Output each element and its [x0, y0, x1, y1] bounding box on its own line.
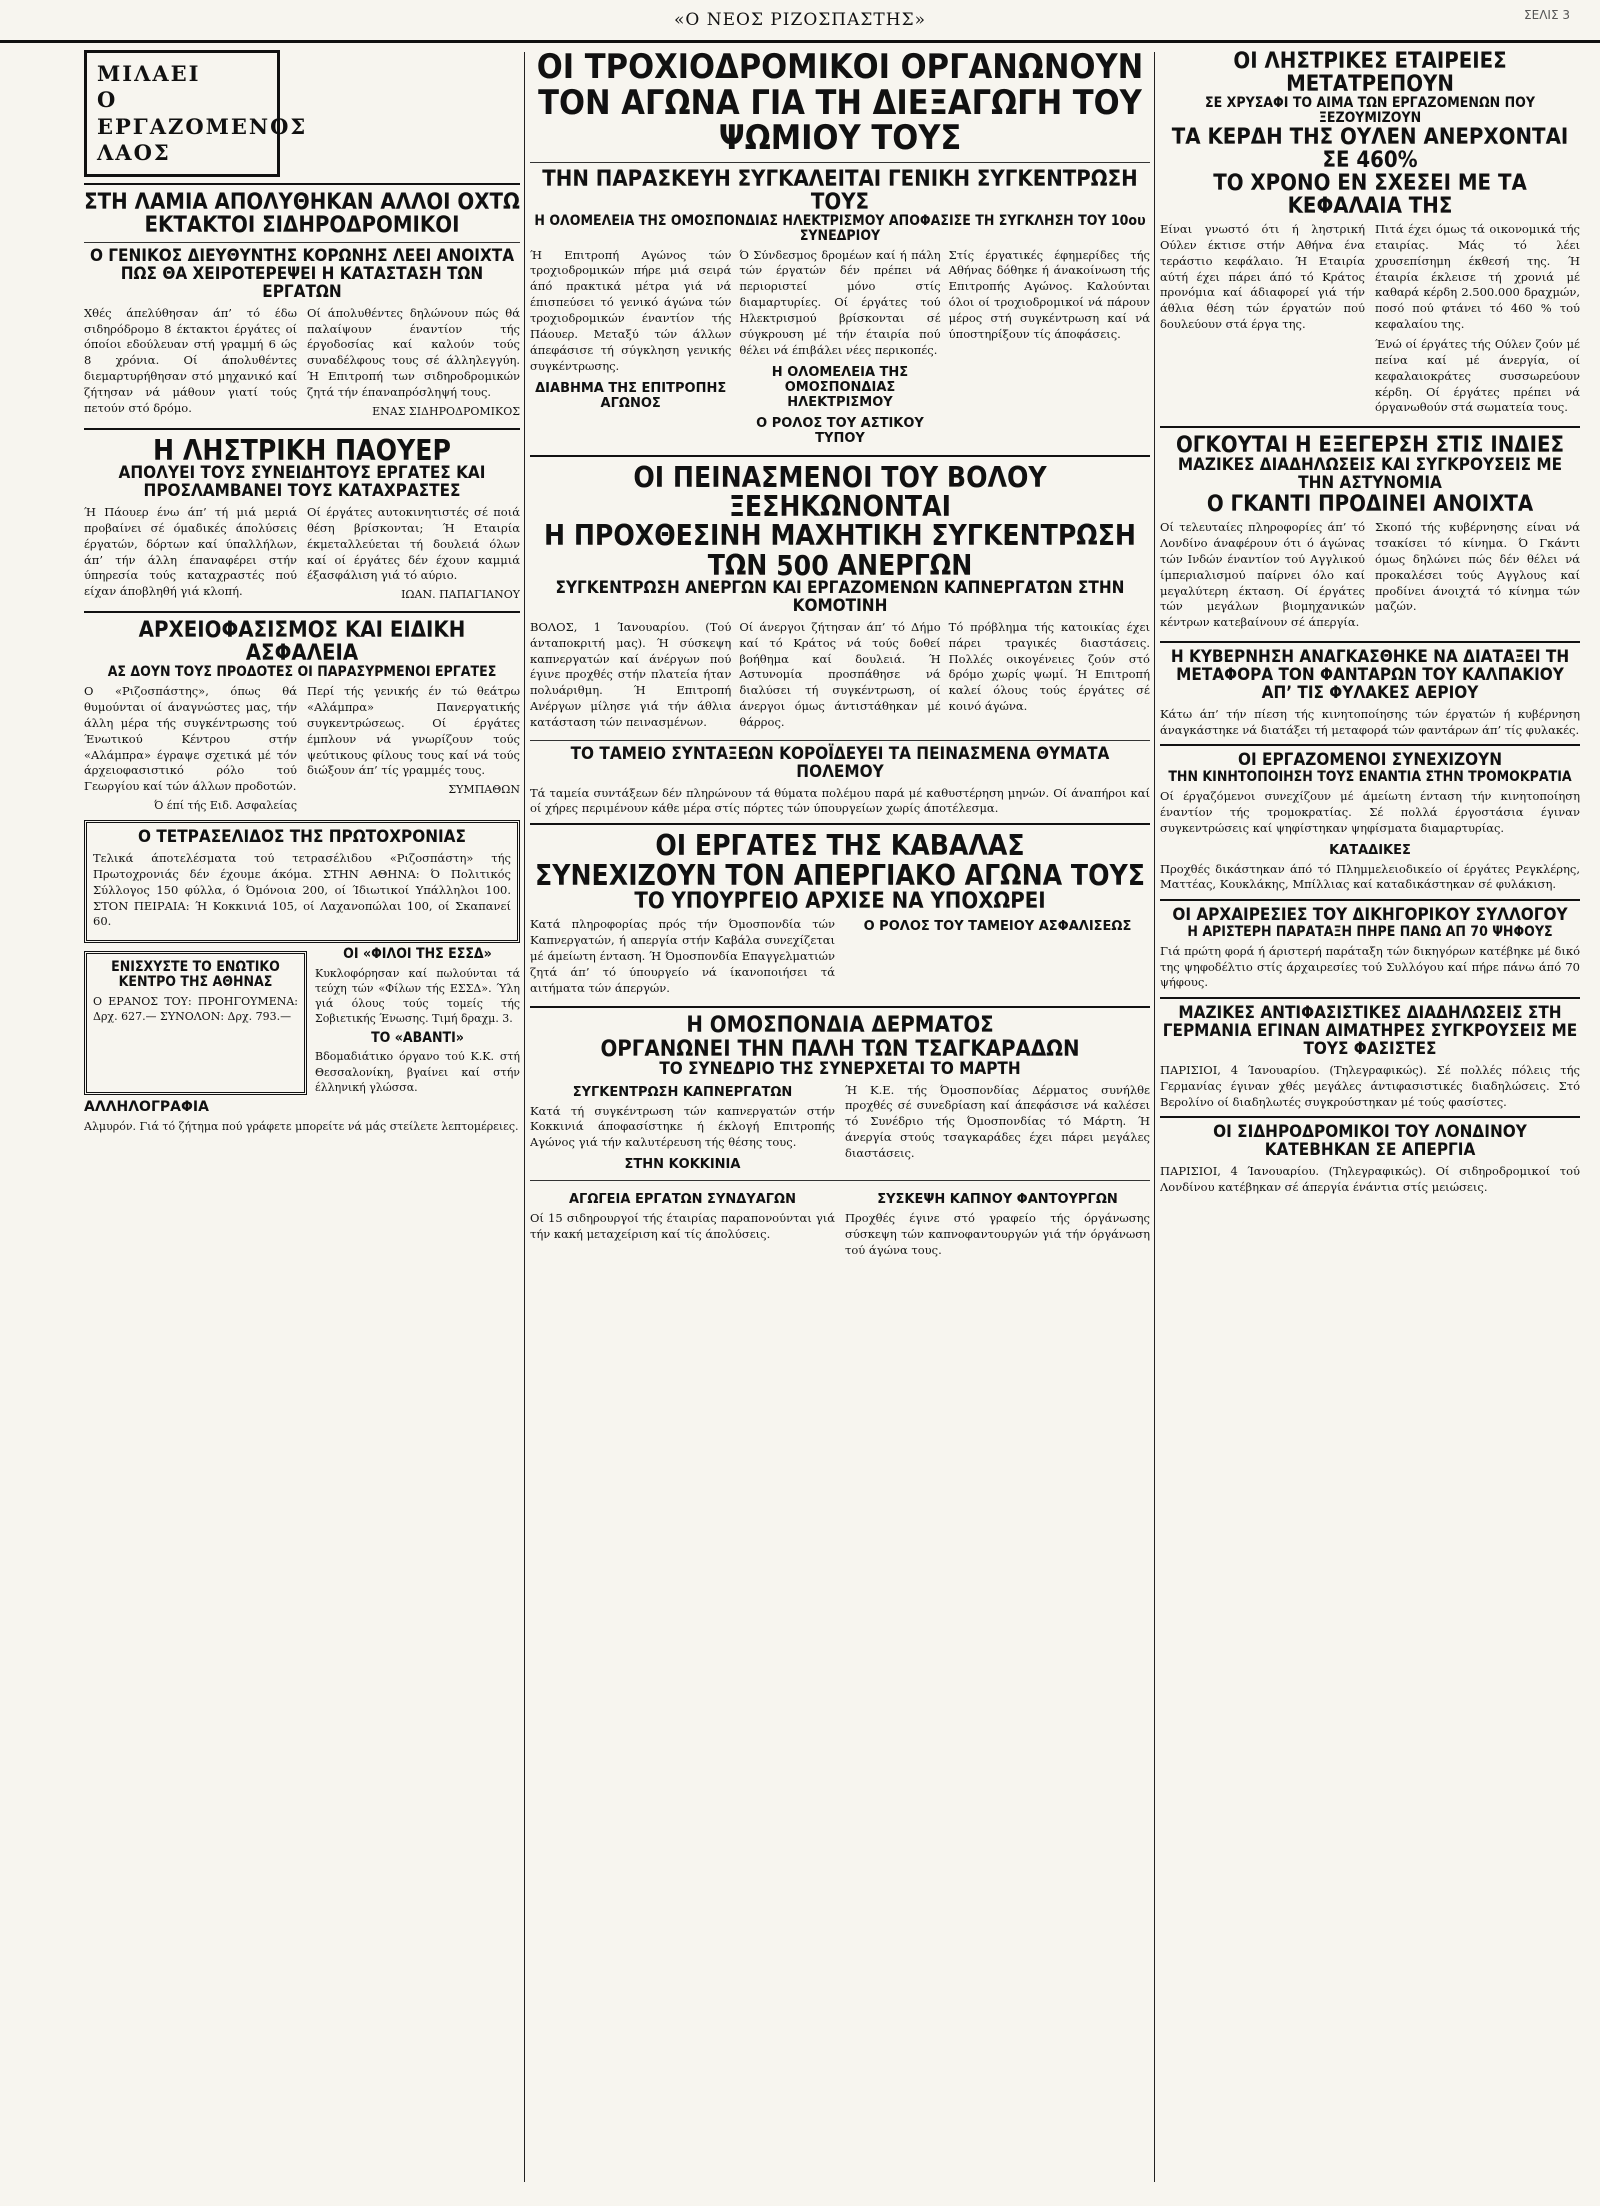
- mazikes-body: ΠΑΡΙΣΙΟΙ, 4 Ίανουαρίου. (Τηλεγραφικώς). Σέ πολλές πόλεις τής Γερμανίας έγιναν χθές μεγάλες άντιφασιστικές διαδηλώσεις. Στό Βερολίνο οί διαδηλωτές συγκρούστηκαν μέ τούς φασίστες.: [1160, 1062, 1580, 1109]
- archeo-body-a: Ο «Ριζοσπάστης», όπως θά θυμούνται οί άναγνώστες μας, τήν άλλη μέρα τής συγκέντρωσης τού Ένωτικού Κέντρου στήν «Αλάμπρα» έγραψε σχετικά μέ τόν άρχειοφασιστικό ρόλο τού Γεωργίου καί τών άλλων προδοτών.: [84, 684, 297, 794]
- rail-headline-1: ΟΙ ΤΡΟΧΙΟΔΡΟΜΙΚΟΙ ΟΡΓΑΝΩΝΟΥΝ: [536, 50, 1144, 87]
- ergazomenoi-subheadline: ΤΗΝ ΚΙΝΗΤΟΠΟΙΗΣΗ ΤΟΥΣ ΕΝΑΝΤΙΑ ΣΤΗΝ ΤΡΟΜΟΚΡΑΤΙΑ: [1168, 769, 1572, 786]
- talk-box-line-1: ΜΙΛΑΕΙ: [97, 61, 201, 86]
- kapnergaton-body: Κατά τή συγκέντρωση τών καπνεργατών στήν Κοκκινιά άποφασίστηκε ή έκλογή Επιτροπής Αγώνος γιά τήν καλυτέρευση τής θέσης τους.: [530, 1103, 835, 1150]
- column-rule-1: [524, 52, 525, 2182]
- masthead: [0, 0, 1600, 43]
- lamia-subheadline: Ο ΓΕΝΙΚΟΣ ΔΙΕΥΘΥΝΤΗΣ ΚΟΡΩΝΗΣ ΛΕΕΙ ΑΝΟΙΧΤΑ ΠΩΣ ΘΑ ΧΕΙΡΟΤΕΡΕΨΕΙ Η ΚΑΤΑΣΤΑΣΗ ΤΩΝ ΕΡΓΑΤΩΝ: [89, 246, 515, 302]
- lestr-body-c: Ένώ οί έργάτες τής Ούλεν ζούν μέ πείνα καί μέ άνεργία, οί κεφαλαιοκράτες συσσωρεύουν κέρδη. Οί έργάτες πρέπει νά όργανωθούν στά σωματεία τους.: [1375, 336, 1580, 415]
- london-body: ΠΑΡΙΣΙΟΙ, 4 Ίανουαρίου. (Τηλεγραφικώς). Οί σιδηροδρομικοί τού Λονδίνου κατέβηκαν σέ άπεργία ένάντια στίς μειώσεις.: [1160, 1164, 1580, 1194]
- filoi-body: Κυκλοφόρησαν καί πωλούνται τά τεύχη τών «Φίλων τής ΕΣΣΔ». Ύλη γιά όλους τούς τομείς τής Σοβιετικής Ένωσης. Τιμή δραχμ. 3.: [315, 966, 520, 1026]
- tameio-asfaliseos-heading: Ο ΡΟΛΟΣ ΤΟΥ ΤΑΜΕΙΟΥ ΑΣΦΑΛΙΣΕΩΣ: [863, 919, 1132, 935]
- syndyok-heading: ΑΓΩΓΕΙΑ ΕΡΓΑΤΩΝ ΣΥΝΔΥΑΓΩΝ: [569, 1192, 796, 1208]
- syndyok-body: Οί 15 σιδηρουργοί τής έταιρίας παραπονούνται γιά τήν κακή μεταχείριση καί τίς άπολύσεις.: [530, 1211, 835, 1241]
- lestr-headline-4: ΤΟ ΧΡΟΝΟ ΕΝ ΣΧΕΣΕΙ ΜΕ ΤΑ ΚΕΦΑΛΑΙΑ ΤΗΣ: [1213, 170, 1527, 219]
- kokkinia-heading: ΣΤΗΝ ΚΟΚΚΙΝΙΑ: [624, 1157, 741, 1173]
- india-headline: ΟΓΚΟΥΤΑΙ Η ΕΞΕΓΕΡΣΗ ΣΤΙΣ ΙΝΔΙΕΣ: [1175, 433, 1565, 459]
- lestr-headline-2: ΣΕ ΧΡΥΣΑΦΙ ΤΟ ΑΙΜΑ ΤΩΝ ΕΡΓΑΖΟΜΕΝΩΝ ΠΟΥ ΞΕΖΟΥΜΙΖΟΥΝ: [1205, 95, 1535, 126]
- kavala-headline-2: ΣΥΝΕΧΙΖΟΥΝ ΤΟΝ ΑΠΕΡΓΙΑΚΟ ΑΓΩΝΑ ΤΟΥΣ: [535, 858, 1145, 892]
- volos-body-c: Τό πρόβλημα τής κατοικίας έχει πάρει τραγικές διαστάσεις. Πολλές οικογένειες ζούν στό δρόμο χωρίς ψωμί. Ή Επιτροπή καλεί όλους τούς έργάτες σέ κοινό άγώνα.: [948, 619, 1150, 714]
- enotiko-title: ΕΝΙΣΧΥΣΤΕ ΤΟ ΕΝΩΤΙΚΟ ΚΕΝΤΡΟ ΤΗΣ ΑΘΗΝΑΣ: [111, 959, 280, 990]
- lestr-body-a: Είναι γνωστό ότι ή ληστρική Ούλεν έκτισε στήν Αθήνα ένα τεράστιο κεφάλαιο. Ή Εταιρία αύτή έχει πάρει άπό τό Κράτος προνόμια καί άδιαφορεί γιά τήν άθλια θέση τών έργατών πού δουλεύουν στά έργα της.: [1160, 221, 1365, 332]
- tetraselidos-body: Τελικά άποτελέσματα τού τετρασέλιδου «Ριζοσπάστη» τής Πρωτοχρονιάς δέν έχουμε άκόμα. ΣΤΗΝ ΑΘΗΝΑ: Ό Πολιτικός Σύλλογος 150 φύλλα, ό Όμόνοια 200, οί Ίδιωτικοί Υπάλληλοι 100. ΣΤΟΝ ΠΕΙΡΑΙΑ: Ή Κοκκινιά 105, οί Λαχανοπώλαι 100, οί Σκαπανεί 60.: [93, 850, 511, 929]
- rail-body-b: Ό Σύνδεσμος δρομέων καί ή πάλη τών έργατών δέν πρέπει νά περιοριστεί μόνο στίς διαμαρτυρίες. Οί έργάτες τού Ηλεκτρισμού βρίσκονται σέ σύγκρουση μέ τήν έταιρία πού θέλει νά έπιβάλει νέες περικοπές.: [739, 247, 941, 357]
- lestr-headline-1: ΟΙ ΛΗΣΤΡΙΚΕΣ ΕΤΑΙΡΕΙΕΣ ΜΕΤΑΤΡΕΠΟΥΝ: [1233, 50, 1507, 98]
- kavala-body: Κατά πληροφορίας πρός τήν Όμοσπονδία τών Καπνεργατών, ή απεργία στήν Καβάλα συνεχίζεται μέ άμείωτη ένταση. Ή Όμοσπονδία Επαγγελματιών ζητά άπ’ τό ύπουργείο νά ίκανοποιήσει τά αιτήματα τών άπεργών.: [530, 917, 835, 995]
- india-body-a: Οί τελευταίες πληροφορίες άπ’ τό Λονδίνο άναφέρουν ότι ό άγώνας τών Ινδών έναντίον τού Αγγλικού ίμπεριαλισμού παίρνει όλο καί μεγαλύτερη έκταση. Οί έργάτες τών μεγάλων βιομηχανικών κέντρων κατεβαίνουν σέ άπεργία.: [1160, 520, 1365, 630]
- fantourgon-body: Προχθές έγινε στό γραφείο τής όργάνωσης σύσκεψη τών καπνοφαντουργών γιά τήν όργάνωση τού άγώνα τους.: [845, 1211, 1150, 1257]
- lamia-body-a: Χθές άπελύθησαν άπ’ τό έδω σιδηρόδρομο 8 έκτακτοι έργάτες οί όποίοι εδούλευαν στή γραμμή 6 ώς 8 χρόνια. Οί άπολυθέντες διεμαρτυρήθησαν στό μηχανικό καί ζήτησαν νά μάθουν γιατί τούς πετούν στό δρόμο.: [84, 305, 297, 415]
- archeo-signature-b: ΣΥΜΠΑΘΩΝ: [448, 783, 520, 797]
- derm-headline-1: Η ΟΜΟΣΠΟΝΔΙΑ ΔΕΡΜΑΤΟΣ: [686, 1013, 994, 1039]
- katadikes-body: Προχθές δικάστηκαν άπό τό Πλημμελειοδικείο οί έργάτες Ρεγκλέρης, Ματτέας, Κουκλάκης, Μπίλλιας καί καταδικάστηκαν σέ φυλάκιση.: [1160, 861, 1580, 892]
- derm-subheadline: ΤΟ ΣΥΝΕΔΡΙΟ ΤΗΣ ΣΥΝΕΡΧΕΤΑΙ ΤΟ ΜΑΡΤΗ: [659, 1058, 1021, 1079]
- correspondence-title: ΑΛΛΗΛΟΓΡΑΦΙΑ: [84, 1098, 209, 1115]
- column-center: [530, 50, 1150, 2190]
- lamia-signature: ΕΝΑΣ ΣΙΔΗΡΟΔΡΟΜΙΚΟΣ: [372, 404, 520, 418]
- archeo-body-b: Περί τής γενικής έν τώ θεάτρω «Αλάμπρα» Πανεργατικής συγκεντρώσεως. Οί έργάτες έμπλουν νά γνωρίζουν τούς ψεύτικους φίλους τους καί νά τούς διώξουν άπ’ τίς γραμμές τους.: [307, 684, 520, 778]
- diavima-heading: ΔΙΑΒΗΜΑ ΤΗΣ ΕΠΙΤΡΟΠΗΣ ΑΓΩΝΟΣ: [535, 380, 727, 411]
- kyvernisi-body: Κάτω άπ’ τήν πίεση τής κινητοποίησης τών έργατών ή κυβέρνηση άναγκάστηκε νά διατάξει τή μεταφορά τών φαντάρων άπ’ τίς φυλακές.: [1160, 706, 1580, 737]
- power-body-b: Οί έργάτες αυτοκινητιστές σέ ποιά θέση βρίσκονται; Ή Εταιρία έκμεταλλεύεται τή δουλειά όλων καί οί έργάτες δέν έχουν καμμιά έξασφάλιση γιά τό αύριο.: [307, 504, 520, 583]
- kavala-subheadline: ΤΟ ΥΠΟΥΡΓΕΙΟ ΑΡΧΙΣΕ ΝΑ ΥΠΟΧΩΡΕΙ: [634, 889, 1046, 915]
- kyvernisi-headline: Η ΚΥΒΕΡΝΗΣΗ ΑΝΑΓΚΑΣΘΗΚΕ ΝΑ ΔΙΑΤΑΞΕΙ ΤΗ ΜΕΤΑΦΟΡΑ ΤΟΝ ΦΑΝΤΑΡΩΝ ΤΟΥ ΚΑΛΠΑΚΙΟΥ ΑΠ’ ΤΙΣ ΦΥΛΑΚΕΣ ΑΕΡΙΟΥ: [1170, 647, 1570, 703]
- avanti-title: ΤΟ «ΑΒΑΝΤΙ»: [371, 1029, 464, 1046]
- rolos-typou-heading: Ο ΡΟΛΟΣ ΤΟΥ ΑΣΤΙΚΟΥ ΤΥΠΟΥ: [756, 415, 924, 446]
- volos-body-a: ΒΟΛΟΣ, 1 Ίανουαρίου. (Τού άνταποκριτή μας). Ή σύσκεψη καπνεργατών καί άνέργων πού έγινε προχθές στήν πλατεία ήταν πολυάριθμη. Ή Επιτροπή Ανέργων μίλησε γιά τήν άθλια κατάσταση τών πεινασμένων.: [530, 619, 732, 730]
- fantourgon-heading: ΣΥΣΚΕΨΗ ΚΑΠΝΟΥ ΦΑΝΤΟΥΡΓΩΝ: [877, 1192, 1118, 1208]
- tameio-headline: ΤΟ ΤΑΜΕΙΟ ΣΥΝΤΑΞΕΩΝ ΚΟΡΟΪΔΕΥΕΙ ΤΑ ΠΕΙΝΑΣΜΕΝΑ ΘΥΜΑΤΑ ΠΟΛΕΜΟΥ: [570, 743, 1110, 782]
- correspondence-body: Αλμυρόν. Γιά τό ζήτημα πού γράφετε μπορείτε νά μάς στείλετε λεπτομέρειες.: [84, 1119, 519, 1133]
- katadikes-heading: ΚΑΤΑΔΙΚΕΣ: [1329, 842, 1411, 858]
- talk-box-line-2: Ο ΕΡΓΑΖΟΜΕΝΟΣ: [97, 87, 308, 139]
- derm-headline-2: ΟΡΓΑΝΩΝΕΙ ΤΗΝ ΠΑΛΗ ΤΩΝ ΤΣΑΓΚΑΡΑΔΩΝ: [600, 1036, 1080, 1062]
- volos-subheadline: ΣΥΓΚΕΝΤΡΩΣΗ ΑΝΕΡΓΩΝ ΚΑΙ ΕΡΓΑΖΟΜΕΝΩΝ ΚΑΠΝΕΡΓΑΤΩΝ ΣΤΗΝ ΚΟΜΟΤΙΝΗ: [555, 578, 1125, 617]
- kapnergaton-heading: ΣΥΓΚΕΝΤΡΩΣΗ ΚΑΠΝΕΡΓΑΤΩΝ: [572, 1084, 793, 1100]
- lestr-headline-3: ΤΑ ΚΕΡΔΗ ΤΗΣ ΟΥΛΕΝ ΑΝΕΡΧΟΝΤΑΙ ΣΕ 460%: [1171, 124, 1569, 173]
- mazikes-headline: ΜΑΖΙΚΕΣ ΑΝΤΙΦΑΣΙΣΤΙΚΕΣ ΔΙΑΔΗΛΩΣΕΙΣ ΣΤΗ ΓΕΡΜΑΝΙΑ ΕΓΙΝΑΝ ΑΙΜΑΤΗΡΕΣ ΣΥΓΚΡΟΥΣΕΙΣ ΜΕ ΤΟΥΣ ΦΑΣΙΣΤΕΣ: [1162, 1003, 1578, 1060]
- power-body-a: Ή Πάουερ ένω άπ’ τή μιά μεριά προβαίνει σέ όμαδικές άπολύσεις έργατών, δόρτων καί ύπαλλήλων, άπ’ τήν άλλη έπαναφέρει στήν ύπηρεσία τούς καταχραστές πού είχαν άποβληθή γιά κλοπή.: [84, 504, 297, 599]
- column-rule-2: [1154, 52, 1155, 2182]
- derm-body: Ή Κ.Ε. τής Όμοσπονδίας Δέρματος συνήλθε προχθές σέ συνεδρίαση καί άπεφάσισε νά καλέσει τό Συνέδριο τής Όμοσπονδίας τό Μάρτη. Ή άνεργία στούς τσαγκαράδες έχει πάρει μεγάλες διαστάσεις.: [845, 1082, 1150, 1160]
- ergazomenoi-body: Οί έργαζόμενοι συνεχίζουν μέ άμείωτη ένταση τήν κινητοποίηση έναντίον τής τρομοκρατίας. Σέ πολλά έργοστάσια έγιναν συγκεντρώσεις καί ψηφίστηκαν ψηφίσματα διαμαρτυρίας.: [1160, 788, 1580, 835]
- olomeleia-heading: Η ΟΛΟΜΕΛΕΙΑ ΤΗΣ ΟΜΟΣΠΟΝΔΙΑΣ ΗΛΕΚΤΡΙΣΜΟΥ: [771, 364, 909, 410]
- archeo-signature-a: Ό έπί τής Ειδ. Ασφαλείας: [154, 799, 297, 813]
- avanti-body: Βδομαδιάτικο όργανο τού Κ.Κ. στή Θεσσαλονίκη, βγαίνει καί στήν έλληνική γλώσσα.: [315, 1050, 520, 1094]
- kavala-headline-1: ΟΙ ΕΡΓΑΤΕΣ ΤΗΣ ΚΑΒΑΛΑΣ: [655, 829, 1025, 863]
- archeo-subheadline: ΑΣ ΔΟΥΝ ΤΟΥΣ ΠΡΟΔΟΤΕΣ ΟΙ ΠΑΡΑΣΥΡΜΕΝΟΙ ΕΡΓΑΤΕΣ: [107, 664, 497, 681]
- archairesies-body: Γιά πρώτη φορά ή άριστερή παράταξη τών δικηγόρων κατέβηκε μέ δικό της ψηφοδέλτιο στίς άρχαιρεσίες τού Συλλόγου καί πήρε πάνω άπό 70 ψήφους.: [1160, 943, 1580, 990]
- rail-body-c: Στίς έργατικές έφημερίδες τής Αθήνας δόθηκε ή άνακοίνωση τής Επιτροπής Αγώνος. Καλούνται όλοι οί τροχιοδρομικοί νά πάρουν μέρος στή συγκέντρωση καί νά ύποστηρίξουν τίς άποφάσεις.: [948, 247, 1150, 341]
- tetraselidos-headline: Ο ΤΕΤΡΑΣΕΛΙΔΟΣ ΤΗΣ ΠΡΩΤΟΧΡΟΝΙΑΣ: [138, 827, 466, 848]
- masthead-title: «Ο ΝΕΟΣ ΡΙΖΟΣΠΑΣΤΗΣ»: [673, 10, 926, 30]
- rail-headline-2: ΤΟΝ ΑΓΩΝΑ ΓΙΑ ΤΗ ΔΙΕΞΑΓΩΓΗ ΤΟΥ ΨΩΜΙΟΥ ΤΟΥΣ: [538, 82, 1142, 159]
- filoi-title: ΟΙ «ΦΙΛΟΙ ΤΗΣ ΕΣΣΔ»: [343, 946, 492, 963]
- volos-headline-1: ΟΙ ΠΕΙΝΑΣΜΕΝΟΙ ΤΟΥ ΒΟΛΟΥ ΞΕΣΗΚΩΝΟΝΤΑΙ: [633, 460, 1047, 524]
- volos-headline-2: Η ΠΡΟΧΘΕΣΙΝΗ ΜΑΧΗΤΙΚΗ ΣΥΓΚΕΝΤΡΩΣΗ ΤΩΝ 500 ΑΝΕΡΓΩΝ: [543, 519, 1137, 582]
- india-body-b: Σκοπό τής κυβέρνησης είναι νά τσακίσει τό κίνημα. Ό Γκάντι όμως δηλώνει πώς δέν θέλει νά προκαλέσει τούς Αγγλους καί προδίνει άνοιχτά τό κίνημα τών μαζών.: [1375, 520, 1580, 614]
- masthead-page-number: ΣΕΛΙΣ 3: [1524, 8, 1570, 22]
- power-signature: ΙΩΑΝ. ΠΑΠΑΓΙΑΝΟΥ: [401, 588, 520, 602]
- rail-subheadline-1: ΤΗΝ ΠΑΡΑΣΚΕΥΗ ΣΥΓΚΑΛΕΙΤΑΙ ΓΕΝΙΚΗ ΣΥΓΚΕΝΤΡΩΣΗ ΤΟΥΣ: [542, 167, 1138, 216]
- talk-box: [84, 50, 308, 177]
- enotiko-box: [84, 951, 307, 1095]
- india-subheadline: ΜΑΖΙΚΕΣ ΔΙΑΔΗΛΩΣΕΙΣ ΚΑΙ ΣΥΓΚΡΟΥΣΕΙΣ ΜΕ ΤΗΝ ΑΣΤΥΝΟΜΙΑ: [1177, 455, 1563, 494]
- ergazomenoi-headline: ΟΙ ΕΡΓΑΖΟΜΕΝΟΙ ΣΥΝΕΧΙΖΟΥΝ: [1237, 750, 1503, 771]
- archairesies-subheadline: Η ΑΡΙΣΤΕΡΗ ΠΑΡΑΤΑΞΗ ΠΗΡΕ ΠΑΝΩ ΑΠ 70 ΨΗΦΟΥΣ: [1187, 924, 1553, 941]
- tameio-body: Τά ταμεία συντάξεων δέν πληρώνουν τά θύματα πολέμου παρά μέ καθυστέρηση μηνών. Οί άναπήροι καί οί χήρες περιμένουν κάθε μέρα στίς πόρτες τών ύπουργείων χωρίς άποτέλεσμα.: [530, 785, 1150, 816]
- rail-body-a: Ή Επιτροπή Αγώνος τών τροχιοδρομικών πήρε μιά σειρά άπό πρακτικά μέτρα γιά νά έπισπεύσει τό γενικό άγώνα τών τροχιοδρομικών έναντίον τής Πάουερ. Μεταξύ τών άλλων άπεφάσισε τή σύγκληση γενικής συγκέντρωσης.: [530, 247, 732, 373]
- india-subheadline-2: Ο ΓΚΑΝΤΙ ΠΡΟΔΙΝΕΙ ΑΝΟΙΧΤΑ: [1206, 492, 1534, 518]
- archairesies-headline: ΟΙ ΑΡΧΑΙΡΕΣΙΕΣ ΤΟΥ ΔΙΚΗΓΟΡΙΚΟΥ ΣΥΛΛΟΓΟΥ: [1172, 905, 1568, 926]
- london-headline: ΟΙ ΣΙΔΗΡΟΔΡΟΜΙΚΟΙ ΤΟΥ ΛΟΝΔΙΝΟΥ ΚΑΤΕΒΗΚΑΝ ΣΕ ΑΠΕΡΓΙΑ: [1213, 1122, 1527, 1161]
- lestr-body-b: Πιτά έχει όμως τά οικονομικά τής εταιρίας. Μάς τό λέει χρυσεπίσημη έκθεσή της. Ή έταιρία έκλεισε τή χρονιά μέ καθαρά κέρδη 2.500.000 δραχμών, ποσό πού φτάνει τό 460 % τού κεφαλαίου της.: [1375, 221, 1580, 332]
- lamia-body-b: Οί άπολυθέντες δηλώνουν πώς θά παλαίψουν έναντίον τής έργοδοσίας καί καλούν τούς συναδέλφους τους σέ άλληλεγγύη. Ή Επιτροπή των σιδηροδρομικών ζητά τήν έπαναπρόσληψή τους.: [307, 305, 520, 400]
- enotiko-body: Ο ΕΡΑΝΟΣ ΤΟΥ: ΠΡΟΗΓΟΥΜΕΝΑ: Δρχ. 627.— ΣΥΝΟΛΟΝ: Δρχ. 793.—: [93, 994, 298, 1023]
- column-right: [1160, 50, 1580, 2190]
- power-subheadline: ΑΠΟΛΥΕΙ ΤΟΥΣ ΣΥΝΕΙΔΗΤΟΥΣ ΕΡΓΑΤΕΣ ΚΑΙ ΠΡΟΣΛΑΜΒΑΝΕΙ ΤΟΥΣ ΚΑΤΑΧΡΑΣΤΕΣ: [118, 463, 486, 502]
- power-headline: Η ΛΗΣΤΡΙΚΗ ΠΑΟΥΕΡ: [153, 433, 451, 467]
- column-left: [84, 50, 520, 2190]
- talk-box-line-3: ΛΑΟΣ: [97, 139, 171, 165]
- lamia-headline: ΣΤΗ ΛΑΜΙΑ ΑΠΟΛΥΘΗΚΑΝ ΑΛΛΟΙ ΟΧΤΩ ΕΚΤΑΚΤΟΙ ΣΙΔΗΡΟΔΡΟΜΙΚΟΙ: [84, 190, 520, 239]
- volos-body-b: Οί άνεργοι ζήτησαν άπ’ τό Δήμο καί τό Κράτος νά τούς δοθεί βοήθημα καί δουλειά. Ή Αστυνομία προσπάθησε νά διαλύσει τή συγκέντρωση, οί άνεργοι όμως άντιστάθηκαν μέ θάρρος.: [739, 619, 941, 730]
- rail-subheadline-2: Η ΟΛΟΜΕΛΕΙΑ ΤΗΣ ΟΜΟΣΠΟΝΔΙΑΣ ΗΛΕΚΤΡΙΣΜΟΥ ΑΠΟΦΑΣΙΣΕ ΤΗ ΣΥΓΚΛΗΣΗ ΤΟΥ 10ου ΣΥΝΕΔΡΙΟΥ: [534, 213, 1146, 244]
- tetraselidos-box: [84, 820, 520, 943]
- archeo-headline: ΑΡΧΕΙΟΦΑΣΙΣΜΟΣ ΚΑΙ ΕΙΔΙΚΗ ΑΣΦΑΛΕΙΑ: [138, 618, 466, 667]
